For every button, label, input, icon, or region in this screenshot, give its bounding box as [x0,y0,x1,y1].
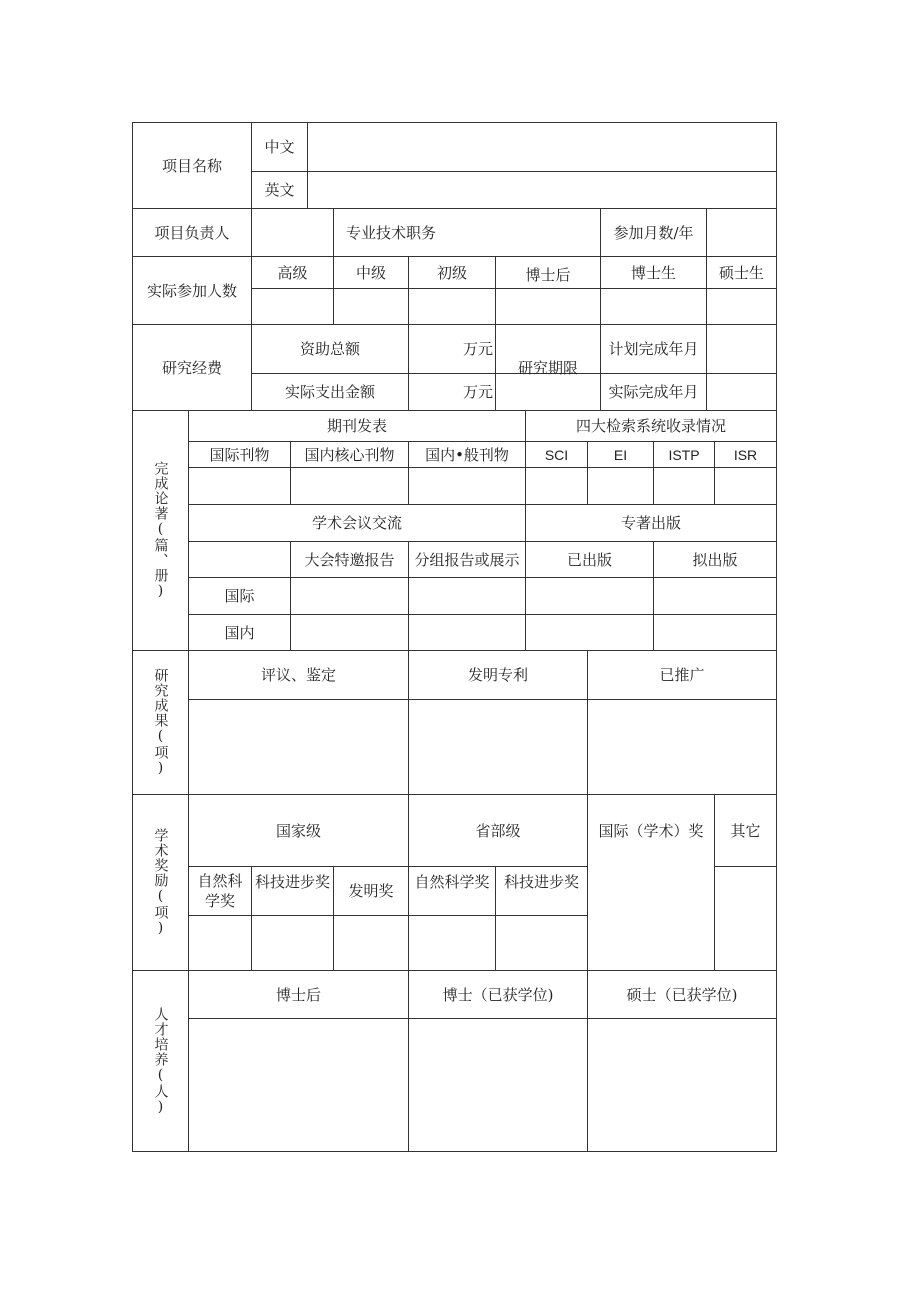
conference-header: 学术会议交流 [311,514,402,532]
awards-section-label: 学术奖励(项) [152,828,169,937]
national-invention-award: 发明奖 [348,882,394,900]
published-col: 已出版 [566,550,612,569]
master-col: 硕士（已获学位) [626,985,738,1004]
international-award-header: 国际（学术）奖 [598,821,704,840]
planned-completion-label: 计划完成年月 [608,340,699,358]
level-senior: 高级 [277,263,308,282]
level-phd-student: 博士生 [630,263,676,282]
provincial-natural-science-award: 自然科学奖 [414,873,490,891]
chinese-name-input[interactable] [308,123,776,171]
total-funding-unit: 万元 [462,340,493,358]
monograph-header: 专著出版 [620,514,681,532]
actual-spending-unit: 万元 [462,383,493,401]
planned-publication-col: 拟出版 [692,550,738,569]
istp-col: ISTP [668,446,700,463]
appraisal-col: 评议、鉴定 [260,666,336,684]
months-per-year-label: 参加月数/年 [613,223,694,242]
funding-label: 研究经费 [161,358,222,377]
patent-col: 发明专利 [467,666,528,684]
participants-label: 实际参加人数 [146,281,237,300]
level-junior: 初级 [436,263,467,282]
journal-header: 期刊发表 [326,417,387,435]
national-sci-tech-progress-award: 科技进步奖 [254,873,330,891]
leader-input[interactable] [252,209,333,256]
level-postdoc: 博士后 [525,265,571,284]
actual-completion-label: 实际完成年月 [608,383,699,401]
intl-journal-col: 国际刊物 [209,445,270,464]
provincial-sci-tech-progress-award: 科技进步奖 [503,873,579,891]
isr-col: ISR [733,446,758,463]
row-domestic: 国内 [224,623,255,642]
talent-section-label: 人才培养(人) [152,1006,169,1116]
index-header: 四大检索系统收录情况 [575,417,726,435]
professional-title-label: 专业技术职务 [346,223,437,242]
papers-section-label: 完成论著(篇、册) [152,461,169,600]
project-name-label: 项目名称 [161,156,222,175]
domestic-core-journal-col: 国内核心刊物 [304,445,395,464]
national-award-header: 国家级 [275,821,321,840]
domestic-general-journal-col: 国内•般刊物 [425,445,509,464]
row-international: 国际 [224,587,255,605]
promoted-col: 已推广 [659,666,705,684]
session-report-col: 分组报告或展示 [414,550,520,569]
sci-col: SCI [544,446,569,463]
leader-label: 项目负责人 [154,223,230,242]
ei-col: EI [613,446,628,463]
postdoc-col: 博士后 [275,985,321,1004]
months-per-year-input[interactable] [707,209,776,256]
keynote-report-col: 大会特邀报告 [304,550,395,569]
total-funding-label: 资助总额 [299,340,360,358]
national-natural-science-award: 自然科学奖 [197,872,243,910]
provincial-award-header: 省部级 [475,821,521,840]
level-intermediate: 中级 [355,263,386,282]
english-name-label: 英文 [264,181,295,199]
level-master-student: 硕士生 [718,263,764,282]
actual-spending-label: 实际支出金额 [284,383,375,401]
english-name-input[interactable] [308,172,776,208]
chinese-name-label: 中文 [264,138,295,156]
other-award-header: 其它 [730,821,761,840]
phd-col: 博士（已获学位) [442,985,554,1004]
research-period-label: 研究期限 [517,358,578,377]
results-section-label: 研究成果(项) [152,668,169,777]
